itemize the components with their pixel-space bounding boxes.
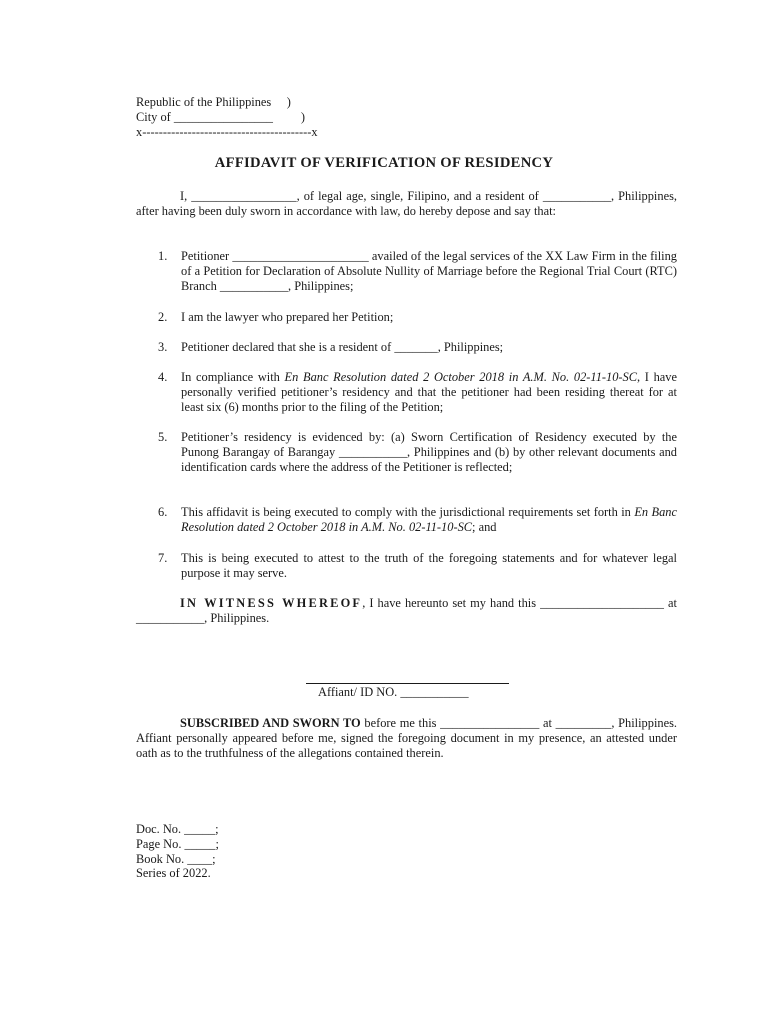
item-text: Petitioner declared that she is a resident of _______, Philippines; [181, 340, 504, 354]
jurat-paragraph [136, 716, 677, 760]
caption-separator: x-----------------------------------------x [136, 124, 318, 139]
book-number: Book No. ____; [136, 851, 216, 866]
list-item-3 [136, 340, 677, 355]
item-text-pre: This affidavit is being executed to comply with the jurisdictional requirements set forth in [181, 505, 635, 519]
caption-city: City of ________________ ) [136, 109, 305, 124]
list-item-5 [136, 430, 677, 474]
item-text-pre: In compliance with [181, 370, 285, 384]
item-text-post: ; and [472, 519, 497, 534]
item-text: Petitioner’s residency is evidenced by: (a) Sworn Certification of Residency executed by the Punong Barangay of Barangay ___________, Philippines and (b) by other relevant documents and identification cards where the address of the Petitioner is reflected; [181, 430, 677, 474]
doc-number: Doc. No. _____; [136, 822, 219, 836]
page-number: Page No. _____; [136, 836, 219, 851]
item-text: This is being executed to attest to the truth of the foregoing statements and for whatever legal purpose it may serve. [181, 551, 677, 580]
notarial-details [136, 822, 219, 881]
item-number: 3. [158, 340, 168, 354]
item-text: Petitioner ______________________ availed of the legal services of the XX Law Firm in the filing of a Petition for Declaration of Absolute Nullity of Marriage before the Regional Trial Court (RTC) Branch ___________, Philippines; [181, 249, 677, 293]
list-item-4 [136, 370, 677, 414]
item-number: 5. [158, 430, 168, 444]
witness-text: , I have hereunto set my hand this ____________________ at ___________, Philippines. [136, 596, 677, 625]
list-item-6 [136, 505, 677, 535]
item-number: 2. [158, 310, 168, 324]
resolution-citation: En Banc Resolution dated 2 October 2018 in A.M. No. 02-11-10-SC [284, 370, 637, 384]
item-text [181, 370, 677, 414]
item-number: 7. [158, 551, 168, 565]
series-year: Series of 2022. [136, 866, 211, 881]
jurat-heading: SUBSCRIBED AND SWORN TO [180, 716, 361, 730]
venue-caption [136, 95, 376, 139]
list-item-2 [136, 310, 677, 325]
document-title: AFFIDAVIT OF VERIFICATION OF RESIDENCY [214, 155, 554, 171]
item-number: 1. [158, 249, 168, 263]
signature-line [306, 683, 509, 684]
list-item-7 [136, 551, 677, 581]
intro-paragraph: I, _________________, of legal age, single, Filipino, and a resident of ___________, Philippines, after having been duly sworn in accordance with law, do hereby depose and say that: [136, 189, 677, 218]
item-text: I am the lawyer who prepared her Petition; [181, 310, 394, 324]
item-text [181, 505, 677, 535]
list-item-1 [136, 249, 677, 293]
affiant-label: Affiant/ ID NO. ___________ [318, 685, 469, 699]
witness-paragraph [136, 596, 677, 626]
resolution-citation: En Banc Resolution dated 2 October 2018 in A.M. No. 02-11-10-SC [181, 505, 677, 534]
item-text-post: , I have personally verified petitioner’s residency and that the petitioner had been residing thereat for at least six (6) months prior to the filing of the Petition; [181, 370, 678, 414]
witness-heading: IN WITNESS WHEREOF [180, 596, 363, 610]
item-number: 6. [158, 505, 168, 519]
jurat-text: before me this ________________ at _________, Philippines. Affiant personally appeared before me, signed the foregoing document in my presence, an attested under oath as to the truthfulness of the allegations contained therein. [136, 716, 677, 760]
caption-republic: Republic of the Philippines ) [136, 95, 291, 109]
item-number: 4. [158, 370, 168, 384]
